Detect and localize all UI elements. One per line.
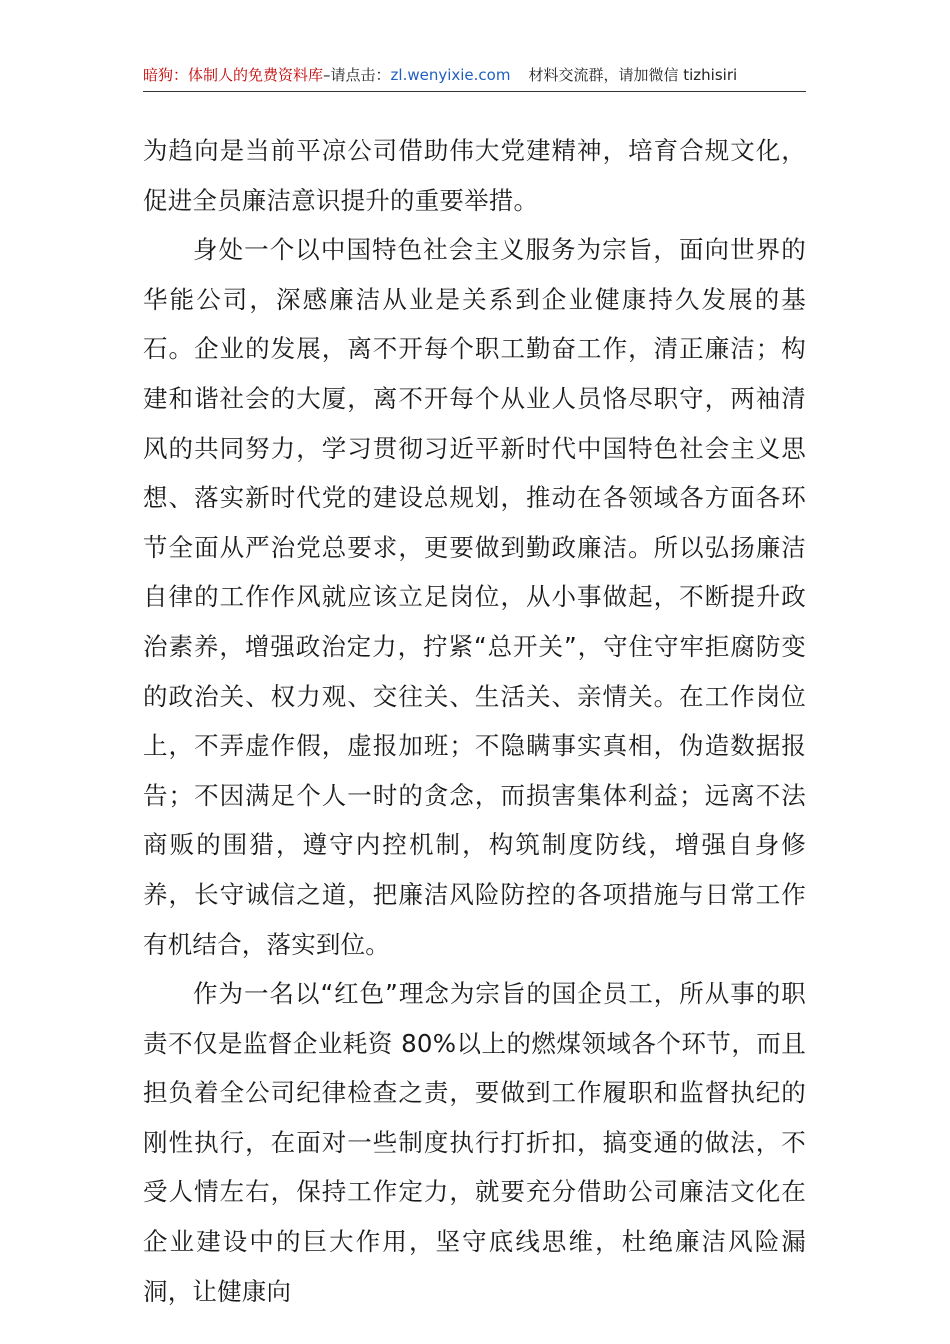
paragraph-2: 身处一个以中国特色社会主义服务为宗旨，面向世界的华能公司，深感廉洁从业是关系到企业健康持久发展的基石。企业的发展，离不开每个职工勤奋工作，清正廉洁；构建和谐社会的大厦，离不开每个从业人员恪尽职守，两袖清风的共同努力，学习贯彻习近平新时代中国特色社会主义思想、落实新时代党的建设总规划，推动在各领域各方面各环节全面从严治党总要求，更要做到勤政廉洁。所以弘扬廉洁自律的工作作风就应该立足岗位，从小事做起，不断提升政治素养，增强政治定力，拧紧“总开关”，守住守牢拒腐防变的政治关、权力观、交往关、生活关、亲情关。在工作岗位上，不弄虚作假，虚报加班；不隐瞒事实真相，伪造数据报告；不因满足个人一时的贪念，而损害集体利益；远离不法商贩的围猎，遵守内控机制，构筑制度防线，增强自身修养，长守诚信之道，把廉洁风险防控的各项措施与日常工作有机结合，落实到位。: [143, 235, 806, 959]
document-body: [143, 126, 806, 1316]
header-prompt: –请点击：: [323, 66, 391, 84]
page-header: [143, 62, 806, 92]
header-brand: 暗狗：体制人的免费资料库: [143, 66, 324, 84]
header-url-link[interactable]: zl.wenyixie.com: [390, 66, 511, 84]
header-wechat-note: 材料交流群，请加微信 tizhisiri: [528, 66, 738, 84]
paragraph-1: 为趋向是当前平凉公司借助伟大党建精神，培育合规文化，促进全员廉洁意识提升的重要举措。: [143, 136, 806, 215]
paragraph-3: 作为一名以“红色”理念为宗旨的国企员工，所从事的职责不仅是监督企业耗资 80%以上的燃煤领域各个环节，而且担负着全公司纪律检查之责，要做到工作履职和监督执纪的刚性执行，在面对一些制度执行打折扣，搞变通的做法，不受人情左右，保持工作定力，就要充分借助公司廉洁文化在企业建设中的巨大作用，坚守底线思维，杜绝廉洁风险漏洞，让健康向: [143, 979, 806, 1306]
